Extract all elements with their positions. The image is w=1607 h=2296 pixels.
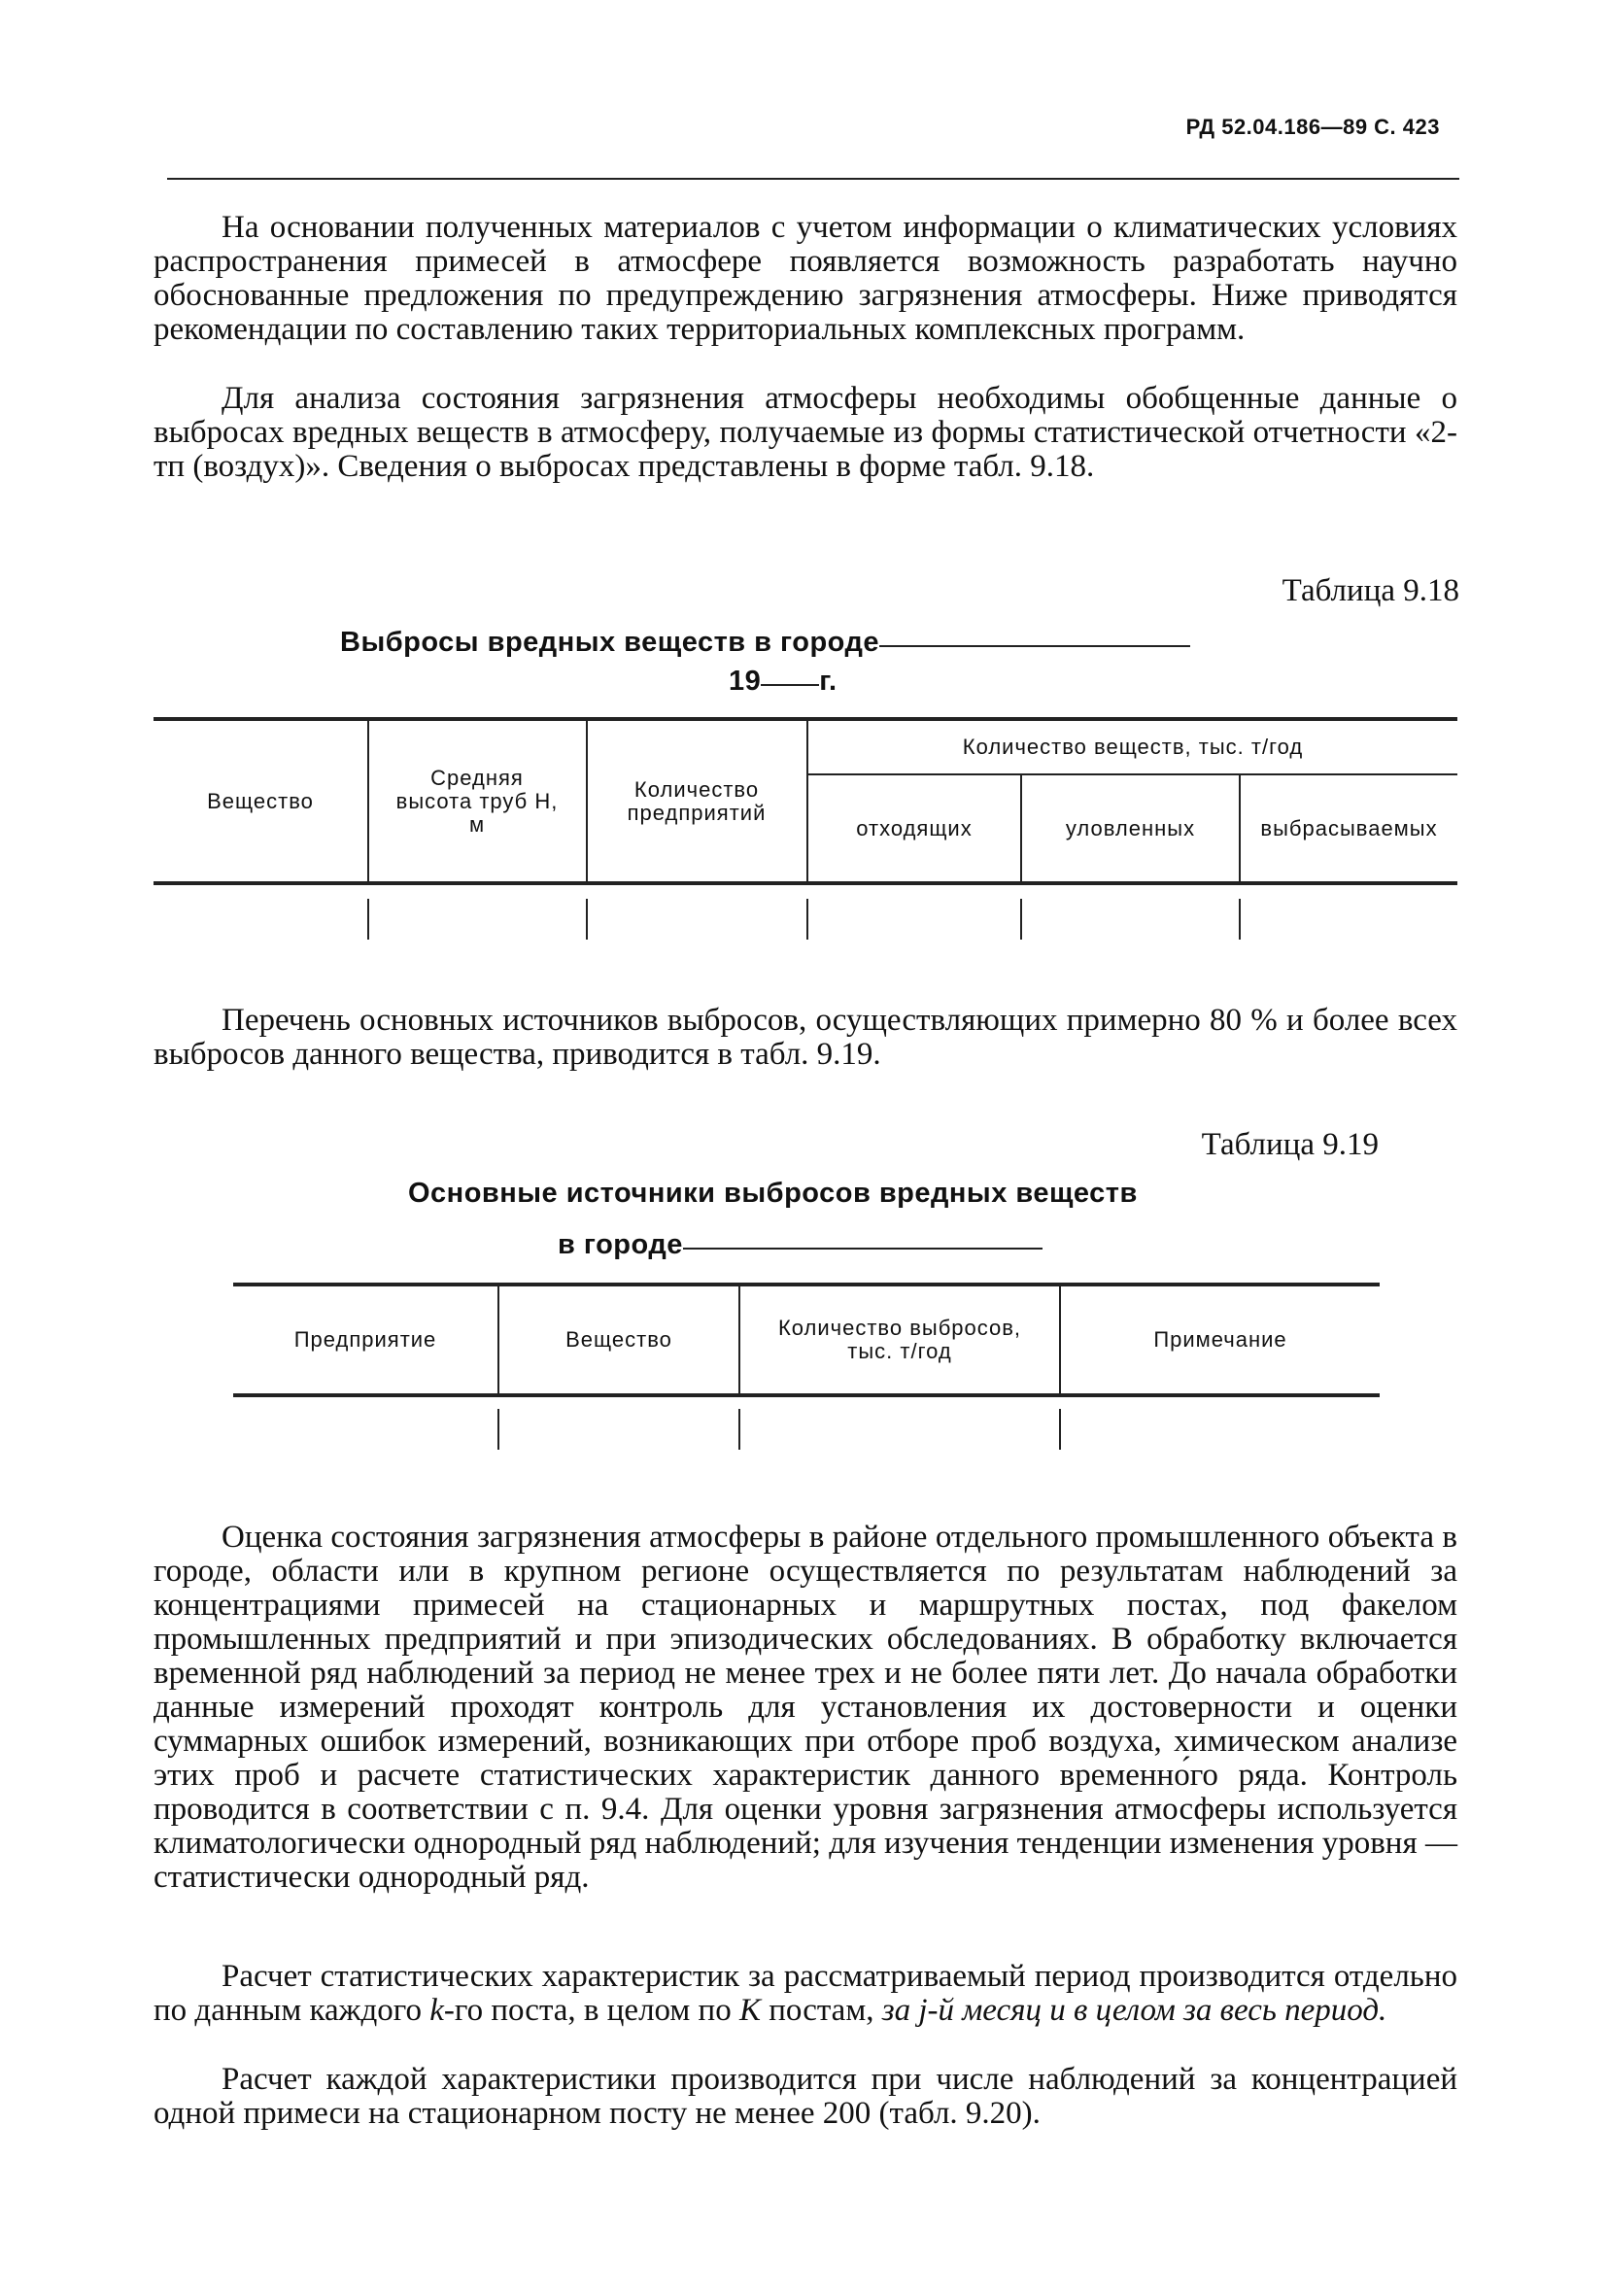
header-enterprise: Предприятие (293, 1327, 437, 1352)
col-divider (367, 721, 369, 881)
body-divider (497, 1409, 499, 1450)
year-blank (761, 684, 819, 686)
table-918-title-line1: Выбросы вредных веществ в городе (340, 627, 880, 658)
header-captured: уловленных (1065, 815, 1196, 840)
paragraph-4: Оценка состояния загрязнения атмосферы в районе отдельного промышленного объекта в городе, области или в крупном регионе осуществляется по результатам наблюдений за концентрациями примесей на стационарных и маршрутных постах, под факелом промышленных предприятий и при эпизодических обследованиях. В обработку включается временной ряд наблюдений за период не менее трех и не более пяти лет. До начала обработки данные измерений проходят контроль для установления их достоверности и оценки суммарных ошибок измерений, возникающих при отборе проб воздуха, химическом анализе этих проб и расчете статистических характеристик данного временно́го ряда. Контроль проводится в соответствии с п. 9.4. Для оценки уровня загрязнения атмосферы используется климатологически однородный ряд наблюдений; для изучения тенденции изменения уровня — статистически однородный ряд. (154, 1520, 1457, 1895)
table-919-label: Таблица 9.19 (1201, 1127, 1379, 1162)
p5-text-b: -го поста, в целом по (443, 1993, 739, 2028)
col-divider (586, 721, 588, 881)
city-blank (879, 645, 1190, 647)
table-919-title-line1: Основные источники выбросов вредных веществ (408, 1178, 1138, 1209)
header-note: Примечание (1153, 1327, 1287, 1352)
p5-text-d: за j-й месяц и в целом за весь период. (881, 1993, 1387, 2028)
header-height: Средняя высота труб Н, м (395, 765, 559, 837)
p5-var-k: k (429, 1993, 444, 2028)
header-rule (167, 178, 1459, 180)
paragraph-2: Для анализа состояния загрязнения атмосферы необходимы обобщенные данные о выбросах вредных веществ в атмосферу, получаемые из формы статистической отчетности «2-тп (воздух)». Сведения о выбросах представлены в форме табл. 9.18. (154, 381, 1457, 484)
paragraph-3: Перечень основных источников выбросов, осуществляющих примерно 80 % и более всех выбросов данного вещества, приводится в табл. 9.19. (154, 1003, 1457, 1072)
year-prefix: 19 (729, 666, 762, 697)
header-outgoing: отходящих (856, 815, 973, 840)
table-919-title-line2 (558, 1229, 1043, 1261)
header-substance: Вещество (565, 1327, 672, 1352)
body-divider (1059, 1409, 1061, 1450)
header-enterprises: Количество предприятий (627, 776, 767, 825)
table-918-label: Таблица 9.18 (1282, 573, 1459, 608)
body-divider (738, 1409, 740, 1450)
header-emitted: выбрасываемых (1260, 815, 1438, 840)
p5-text-c: постам, (760, 1993, 882, 2028)
paragraph-6: Расчет каждой характеристики производится при числе наблюдений за концентрацией одной примеси на стационарном посту не менее 200 (табл. 9.20). (154, 2062, 1457, 2131)
body-divider (367, 899, 369, 940)
table-919-title-text: в городе (558, 1229, 683, 1260)
city-blank (683, 1248, 1043, 1250)
table-918-title (340, 627, 1244, 659)
year-suffix: г. (819, 666, 838, 697)
table-918-header-rule (154, 881, 1457, 885)
table-919-header-rule (233, 1393, 1380, 1397)
body-divider (586, 899, 588, 940)
body-divider (1239, 899, 1241, 940)
body-divider (806, 899, 808, 940)
p5-text-a: Расчет статистических характеристик за рассматриваемый период производится отдельно по данным каждого (154, 1959, 1457, 2028)
paragraph-1: На основании полученных материалов с учетом информации о климатических условиях распространения примесей в атмосфере появляется возможность разработать научно обоснованные предложения по предупреждению загрязнения атмосферы. Ниже приводятся рекомендации по составлению таких территориальных комплексных программ. (154, 210, 1457, 347)
p5-var-K: K (738, 1993, 761, 2028)
body-divider (1020, 899, 1022, 940)
header-quantity-group: Количество веществ, тыс. т/год (962, 735, 1304, 759)
header-substance: Вещество (207, 788, 314, 813)
header-amount: Количество выбросов, тыс. т/год (777, 1316, 1022, 1363)
document-code: РД 52.04.186—89 С. 423 (1185, 115, 1440, 139)
paragraph-5 (154, 1960, 1457, 2028)
table-918-year (729, 666, 838, 698)
